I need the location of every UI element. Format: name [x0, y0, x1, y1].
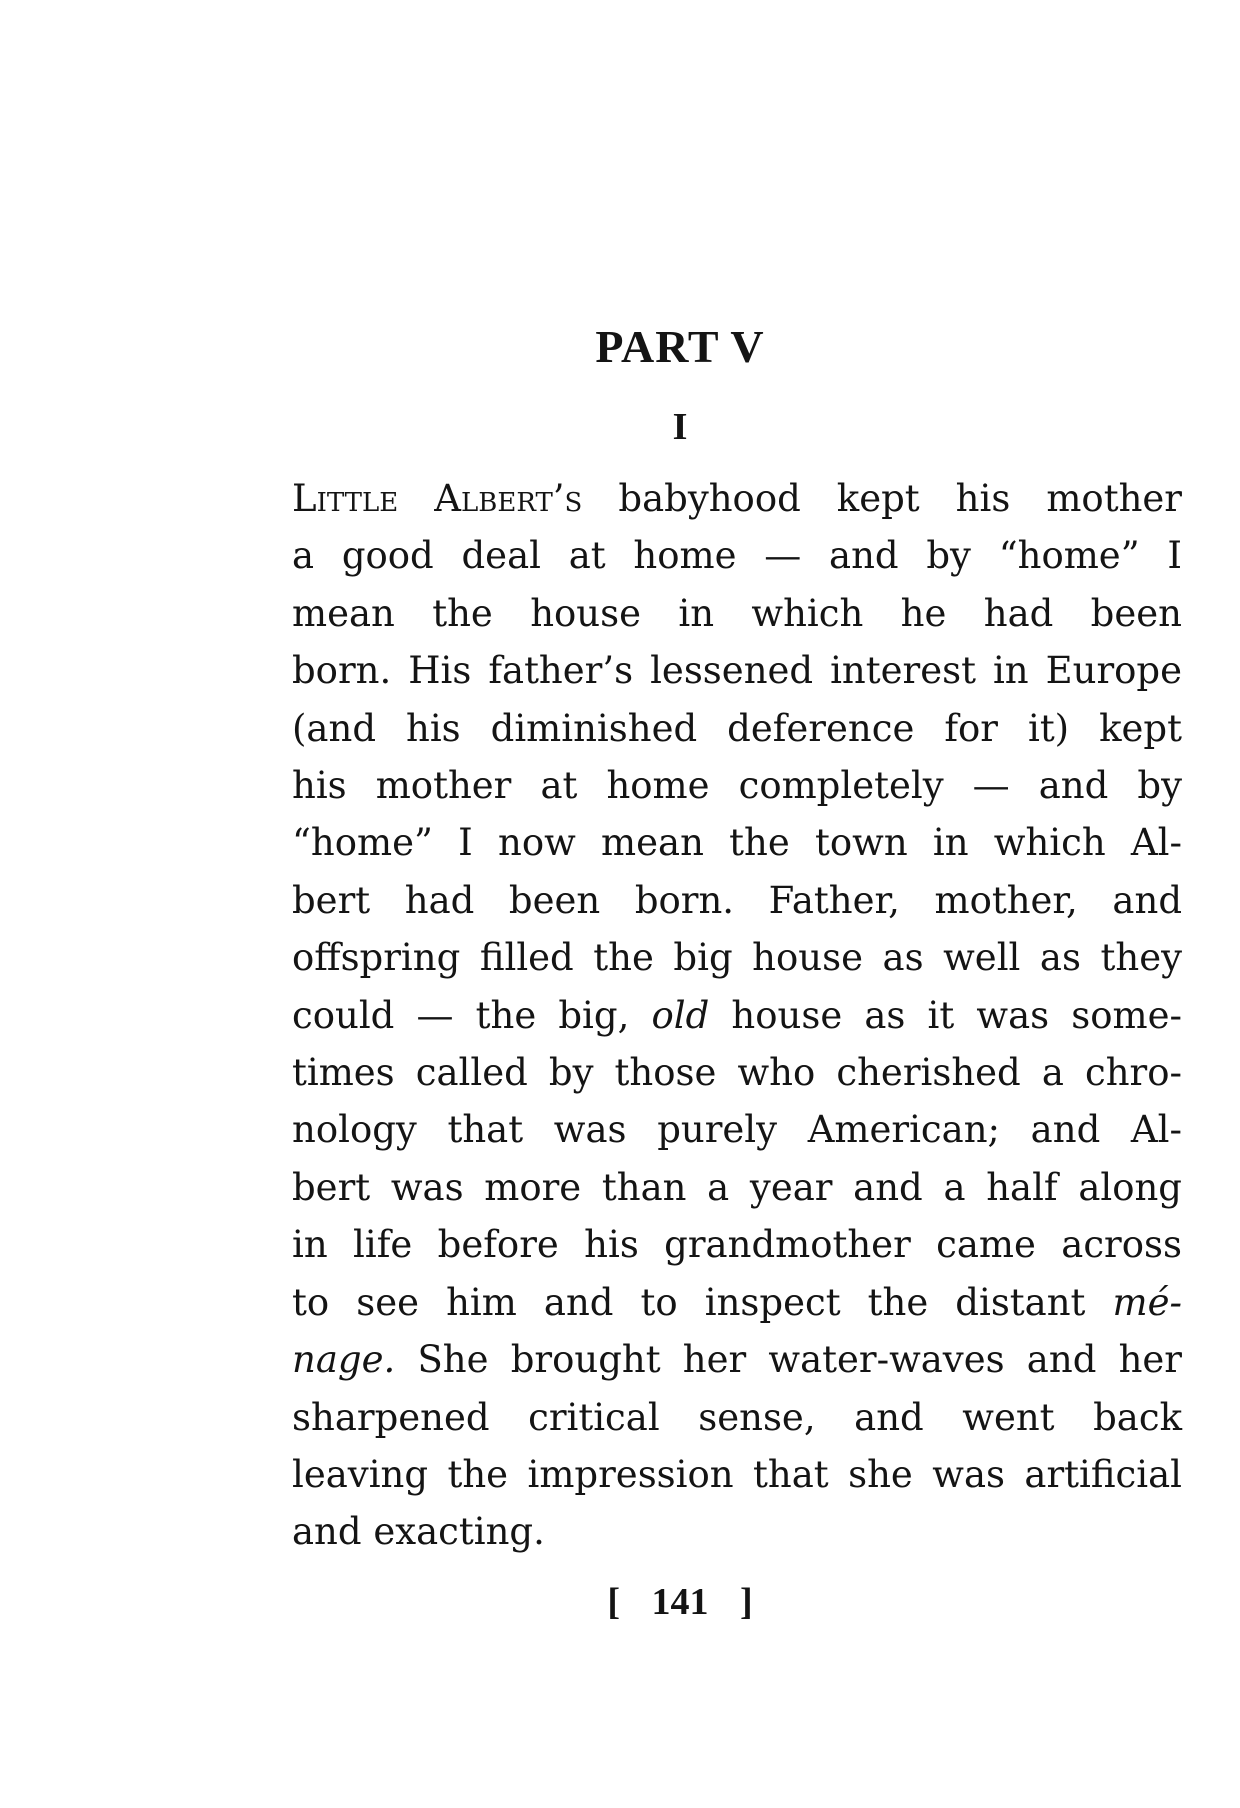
italic-word: nage.: [292, 1338, 396, 1382]
text-line-1: Little Albert’s babyhood kept his mother: [292, 477, 1182, 520]
page-number-folio: [0, 1580, 1240, 1624]
text-line-12: nology that was purely American; and Al-: [292, 1108, 1182, 1152]
text-line-15: to see him and to inspect the distant mé-: [292, 1280, 1182, 1324]
text-line-6: his mother at home completely — and by: [292, 764, 1182, 808]
page-number: 141: [651, 1581, 709, 1623]
text-line-11: times called by those who cherished a chro-: [292, 1051, 1182, 1095]
text-line-2: a good deal at home — and by “home” I: [292, 534, 1182, 578]
text-line-3: mean the house in which he had been: [292, 591, 1182, 635]
text-line-9: offspring filled the big house as well as they: [292, 936, 1182, 980]
italic-word: old: [651, 993, 710, 1037]
text-line-14: in life before his grandmother came across: [292, 1223, 1182, 1267]
text-line-7: “home” I now mean the town in which Al-: [292, 821, 1182, 865]
text-line-4: born. His father’s lessened interest in Europe: [292, 649, 1182, 693]
open-bracket: [: [607, 1581, 620, 1623]
text-line-10: could — the big, old house as it was some-: [292, 993, 1182, 1037]
text-line-16: nage. She brought her water-waves and her: [292, 1338, 1182, 1382]
text-line-18: leaving the impression that she was artificial: [292, 1452, 1182, 1496]
text-line-5: (and his diminished deference for it) kept: [292, 706, 1182, 750]
italic-word: mé-: [1112, 1280, 1182, 1324]
small-caps-lead: Little Albert’s: [292, 477, 583, 520]
text-line-13: bert was more than a year and a half along: [292, 1165, 1182, 1209]
text-line-8: bert had been born. Father, mother, and: [292, 878, 1182, 922]
text-line-19: and exacting.: [292, 1510, 545, 1554]
part-title: PART V: [595, 321, 765, 372]
body-paragraph: [292, 470, 1182, 1561]
close-bracket: ]: [740, 1581, 753, 1623]
chapter-number: I: [672, 406, 688, 448]
text-line-17: sharpened critical sense, and went back: [292, 1395, 1182, 1439]
